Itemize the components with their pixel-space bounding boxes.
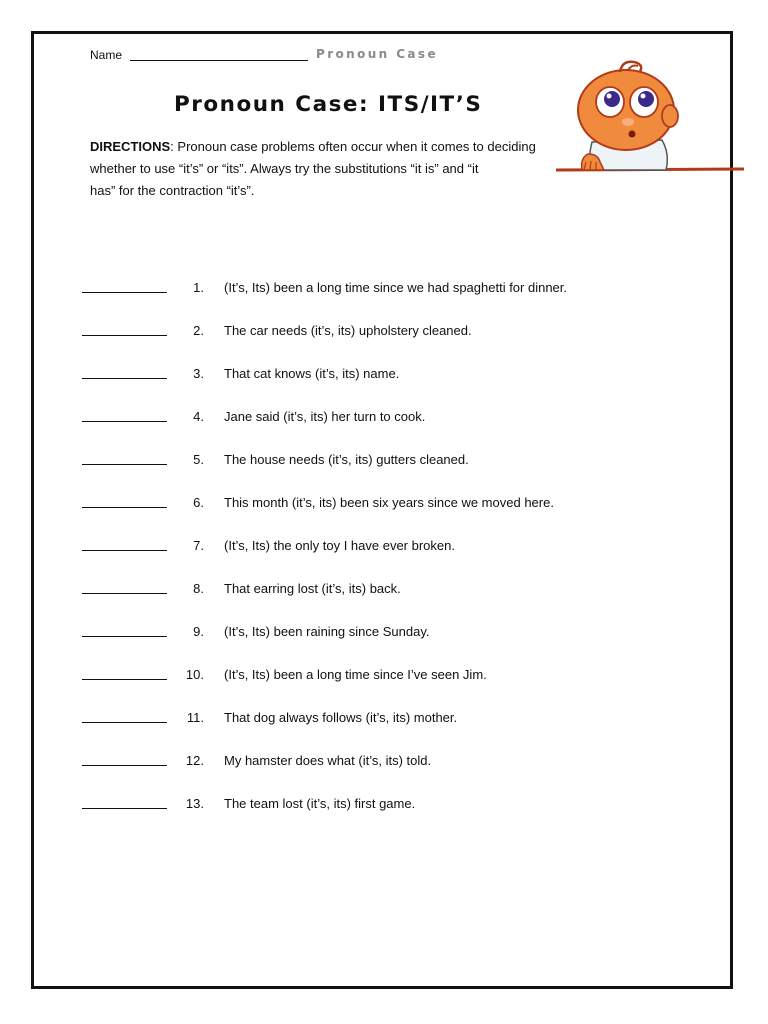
- question-text: That earring lost (it’s, its) back.: [224, 581, 401, 596]
- question-text: This month (it’s, its) been six years since we moved here.: [224, 495, 554, 510]
- name-label: Name: [90, 48, 123, 62]
- directions-text-1: : Pronoun case problems often occur when it comes to deciding: [170, 139, 536, 154]
- question-number: 3.: [193, 366, 204, 381]
- question-text: My hamster does what (it’s, its) told.: [224, 753, 432, 768]
- directions-text-2: whether to use “it’s” or “its”. Always try the substitutions “it is” and “it: [90, 161, 479, 176]
- question-row: [0, 540, 768, 562]
- question-number: 13.: [185, 796, 204, 811]
- directions-paragraph: [90, 136, 560, 202]
- answer-blank[interactable]: [82, 679, 167, 680]
- answer-blank[interactable]: [82, 636, 167, 637]
- question-number: 2.: [193, 323, 204, 338]
- question-number: 1.: [193, 280, 204, 295]
- answer-blank[interactable]: [82, 593, 167, 594]
- answer-blank[interactable]: [82, 507, 167, 508]
- answer-blank[interactable]: [82, 808, 167, 809]
- question-text: The team lost (it’s, its) first game.: [224, 796, 416, 811]
- question-text: That dog always follows (it’s, its) mother.: [224, 710, 458, 725]
- question-text: That cat knows (it’s, its) name.: [224, 366, 400, 381]
- question-text: (It’s, Its) the only toy I have ever broken.: [224, 538, 455, 553]
- directions-text-3: has” for the contraction “it’s”.: [90, 183, 255, 198]
- answer-blank[interactable]: [82, 550, 167, 551]
- answer-blank[interactable]: [82, 378, 167, 379]
- question-row: [0, 712, 768, 734]
- question-text: The house needs (it’s, its) gutters cleaned.: [224, 452, 469, 467]
- question-row: [0, 368, 768, 390]
- question-row: [0, 755, 768, 777]
- answer-blank[interactable]: [82, 292, 167, 293]
- question-number: 5.: [193, 452, 204, 467]
- question-row: [0, 497, 768, 519]
- question-text: (It’s, Its) been raining since Sunday.: [224, 624, 430, 639]
- page-title: Pronoun Case: ITS/IT’S: [174, 92, 483, 117]
- question-number: 4.: [193, 409, 204, 424]
- question-text: The car needs (it’s, its) upholstery cleaned.: [224, 323, 472, 338]
- question-row: [0, 411, 768, 433]
- question-number: 10.: [185, 667, 204, 682]
- question-number: 11.: [186, 710, 204, 725]
- question-row: [0, 454, 768, 476]
- question-row: [0, 626, 768, 648]
- question-number: 6.: [193, 495, 204, 510]
- question-number: 12.: [185, 753, 204, 768]
- question-row: [0, 583, 768, 605]
- question-number: 7.: [193, 538, 204, 553]
- question-row: [0, 798, 768, 820]
- directions-lead: DIRECTIONS: [90, 139, 171, 154]
- question-number: 9.: [193, 624, 204, 639]
- question-number: 8.: [193, 581, 204, 596]
- answer-blank[interactable]: [82, 765, 167, 766]
- thinking-cartoon-boy-icon: [548, 58, 748, 188]
- question-row: [0, 282, 768, 304]
- question-text: Jane said (it’s, its) her turn to cook.: [224, 409, 426, 424]
- question-row: [0, 669, 768, 691]
- answer-blank[interactable]: [82, 335, 167, 336]
- answer-blank[interactable]: [82, 722, 167, 723]
- answer-blank[interactable]: [82, 464, 167, 465]
- question-row: [0, 325, 768, 347]
- name-write-line[interactable]: [130, 60, 308, 61]
- question-text: (It’s, Its) been a long time since we had spaghetti for dinner.: [224, 280, 568, 295]
- question-text: (It’s, Its) been a long time since I’ve seen Jim.: [224, 667, 487, 682]
- answer-blank[interactable]: [82, 421, 167, 422]
- header-tag: Pronoun Case: [316, 47, 438, 61]
